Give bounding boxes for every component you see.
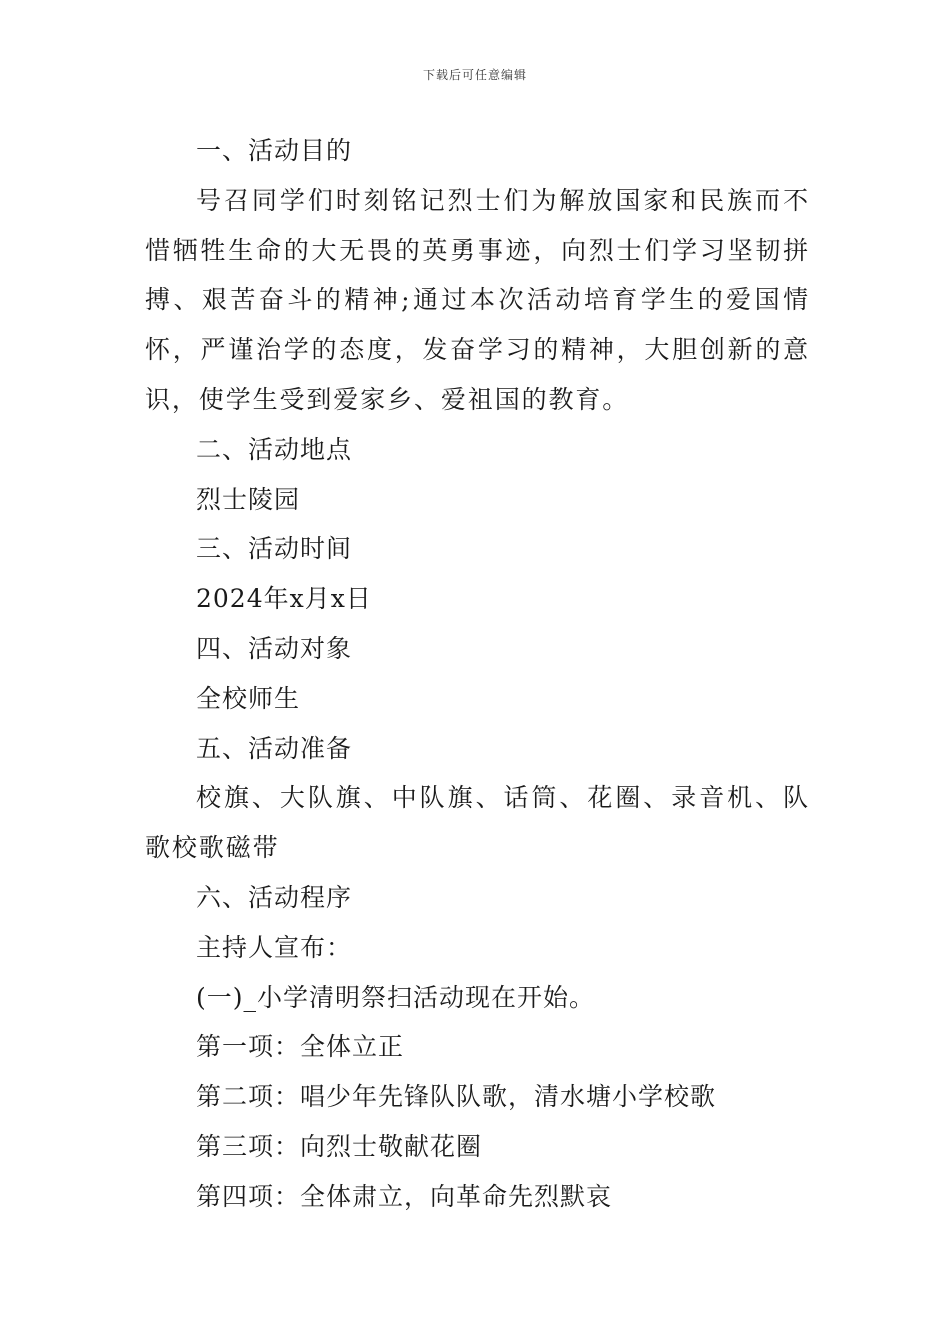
program-item-3: 第三项：向烈士敬献花圈 — [196, 1131, 483, 1161]
document-body — [145, 126, 810, 1222]
program-item-1: 第一项：全体立正 — [196, 1032, 405, 1062]
program-item-2: 第二项：唱少年先锋队队歌，清水塘小学校歌 — [196, 1082, 717, 1112]
section-heading-preparation: 五、活动准备 — [196, 733, 353, 763]
purpose-paragraph: 号召同学们时刻铭记烈士们为解放国家和民族而不惜牺牲生命的大无畏的英勇事迹，向烈士们学习坚韧拼搏、艰苦奋斗的精神;通过本次活动培育学生的爱国情怀，严谨治学的态度，发奋学习的精神，大胆创新的意识，使学生受到爱家乡、爱祖国的教育。 — [145, 185, 810, 414]
section-heading-program: 六、活动程序 — [196, 882, 353, 912]
host-announce-text: 主持人宣布： — [196, 932, 353, 962]
section-heading-purpose: 一、活动目的 — [196, 136, 353, 165]
time-text: 2024年x月x日 — [196, 584, 372, 614]
section-heading-location: 二、活动地点 — [196, 434, 353, 464]
header-note: 下载后可任意编辑 — [422, 68, 527, 82]
opening-text: (一)_小学清明祭扫活动现在开始。 — [196, 982, 596, 1012]
location-text: 烈士陵园 — [196, 484, 301, 514]
audience-text: 全校师生 — [196, 683, 301, 713]
section-heading-time: 三、活动时间 — [196, 534, 353, 564]
program-item-4: 第四项：全体肃立，向革命先烈默哀 — [196, 1181, 613, 1211]
preparation-paragraph: 校旗、大队旗、中队旗、话筒、花圈、录音机、队歌校歌磁带 — [145, 783, 810, 863]
section-heading-audience: 四、活动对象 — [196, 633, 353, 663]
